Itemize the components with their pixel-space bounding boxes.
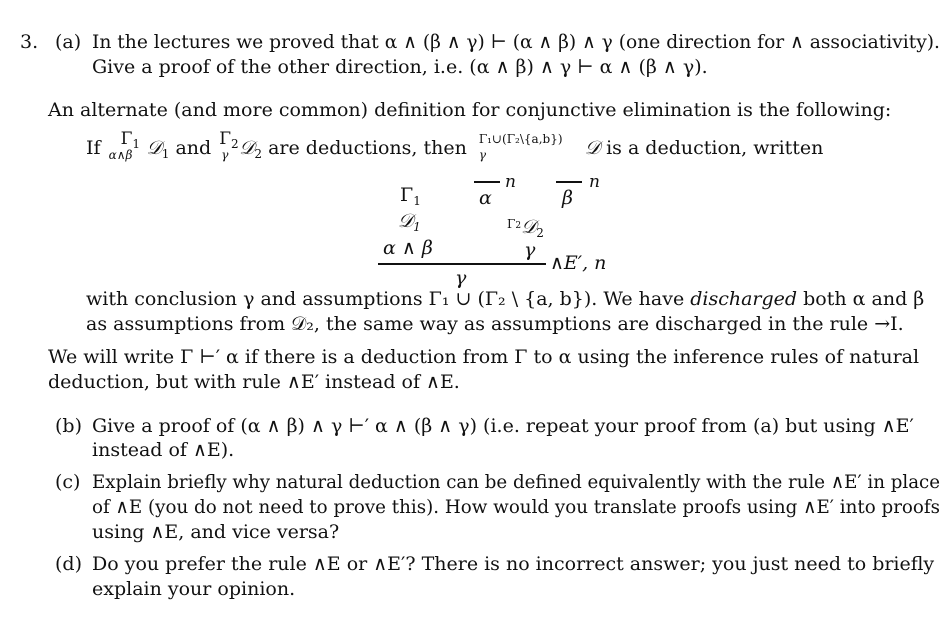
d2-sub: 2 (254, 147, 263, 161)
part-a-label: (a) (55, 31, 82, 53)
part-d-label: (d) (55, 553, 82, 575)
rule-n-label-2: n (589, 172, 600, 192)
rule-alpha: α (479, 187, 492, 209)
d2-symbol: 𝒟 (239, 137, 255, 159)
gamma-small: γ (221, 148, 229, 162)
d1-sub: 1 (161, 147, 170, 161)
rule-conclusion: γ (455, 267, 467, 289)
part-b-line-1: Give a proof of (α ∧ β) ∧ γ ⊢′ α ∧ (β ∧ γ) (i.e. repeat your proof from (a) but using ∧E′ (92, 415, 914, 437)
part-b-line-2: instead of ∧E). (92, 439, 235, 461)
are-deductions-text: are deductions, then (268, 137, 467, 159)
part-c-line-2: of ∧E (you do not need to prove this). How would you translate proofs using ∧E′ into proofs (92, 496, 941, 518)
definition-intro: An alternate (and more common) definition for conjunctive elimination is the following: (48, 99, 892, 121)
d1-symbol: 𝒟 (146, 137, 162, 159)
question-number: 3. (20, 31, 39, 53)
after-rule-text: with conclusion γ and assumptions Γ₁ ∪ (Γ₂ \ {a, b}). We have (86, 288, 685, 310)
part-c-label: (c) (55, 471, 81, 493)
inference-bar (378, 263, 546, 265)
after-rule-tail: both α and β (803, 288, 925, 310)
d-symbol: 𝒟 (584, 137, 601, 159)
gamma1-sub: 1 (132, 137, 141, 151)
discharged-emphasis: discharged (690, 288, 798, 310)
after-rule-line-1 (86, 287, 924, 312)
assumption-bar-alpha (474, 181, 500, 183)
rule-d1: 𝒟$_1$ (398, 210, 421, 234)
alpha-and-beta-small: α∧β (108, 148, 133, 162)
is-deduction-text: is a deduction, written (606, 137, 824, 159)
part-a-line-1: In the lectures we proved that α ∧ (β ∧ γ) ⊢ (α ∧ β) ∧ γ (one direction for ∧ associativity). (92, 31, 940, 53)
gamma1-symbol: Γ (120, 129, 133, 149)
rule-gamma2-d2: $^{\Gamma 2}$𝒟$_2$ (507, 216, 544, 240)
rule-premise-left: α ∧ β (383, 237, 433, 259)
gamma-small-2: γ (478, 148, 487, 162)
rule-beta: β (562, 187, 573, 209)
part-c-line-1: Explain briefly why natural deduction can be defined equivalently with the rule ∧E′ in place (92, 471, 941, 493)
notation-line-1: We will write Γ ⊢′ α if there is a deduction from Γ to α using the inference rules of natural (48, 346, 920, 368)
stacked-union (473, 132, 585, 162)
gamma2-sub: 2 (231, 137, 239, 151)
part-c-line-3: using ∧E, and vice versa? (92, 521, 340, 543)
assumption-bar-beta (556, 181, 582, 183)
stacked-gamma2 (217, 129, 239, 162)
notation-line-2: deduction, but with rule ∧E′ instead of ∧E. (48, 371, 460, 393)
stacked-gamma1 (107, 129, 147, 162)
union-text: Γ₁∪(Γ₂\{a,b}) (478, 132, 563, 146)
gamma2-symbol: Γ (219, 129, 232, 149)
after-rule-line-2: as assumptions from 𝒟₂, the same way as assumptions are discharged in the rule →I. (86, 313, 904, 335)
definition-sentence (86, 129, 824, 167)
if-word: If (86, 137, 101, 159)
rule-label: ∧E′, n (550, 252, 607, 274)
part-d-line-1: Do you prefer the rule ∧E or ∧E′? There is no incorrect answer; you just need to briefly (92, 553, 935, 575)
rule-premise-right: γ (524, 239, 536, 261)
and-word: and (175, 137, 212, 159)
part-d-line-2: explain your opinion. (92, 578, 296, 600)
rule-gamma1: $\Gamma_1$ (400, 184, 421, 208)
part-b-label: (b) (55, 415, 82, 437)
part-a-line-2: Give a proof of the other direction, i.e. (α ∧ β) ∧ γ ⊢ α ∧ (β ∧ γ). (92, 56, 708, 78)
rule-n-label-1: n (505, 172, 516, 192)
